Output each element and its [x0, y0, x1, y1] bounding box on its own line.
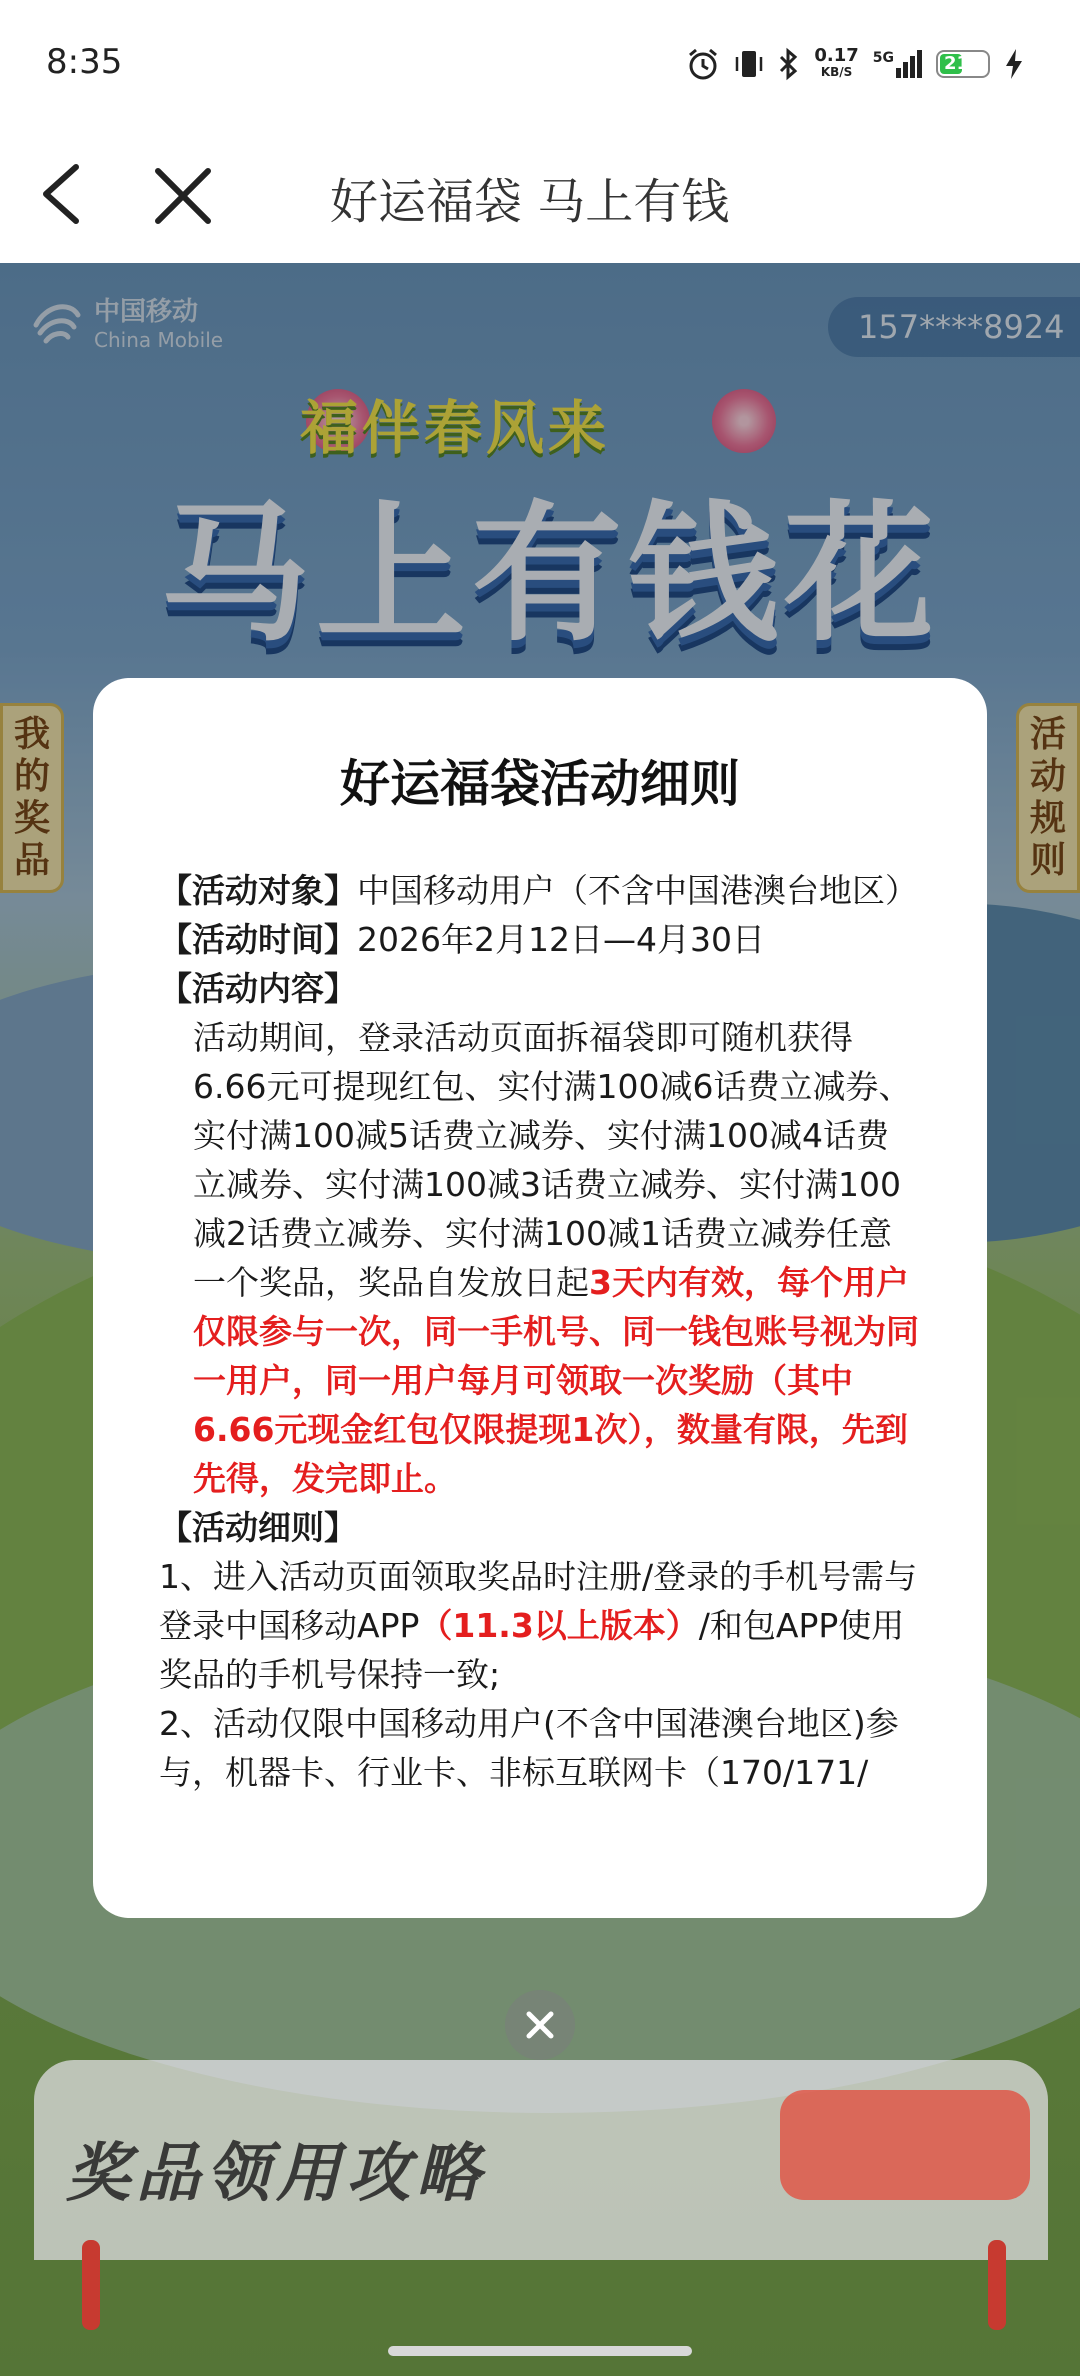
- content-label: 【活动内容】: [159, 969, 357, 1008]
- modal-close-button[interactable]: [505, 1990, 575, 2060]
- status-bar: [0, 0, 1080, 125]
- brand-en: China Mobile: [94, 328, 224, 352]
- banner-title: 马上有钱花: [160, 488, 941, 662]
- battery-icon: [936, 50, 990, 78]
- net-speed-unit: KB/S: [820, 65, 853, 79]
- rules-label: 【活动细则】: [159, 1508, 357, 1547]
- my-prizes-tab[interactable]: 我的奖品: [0, 703, 64, 893]
- vibrate-icon: [734, 47, 764, 81]
- rules-modal: [93, 678, 987, 1918]
- time-label: 【活动时间】: [159, 920, 357, 959]
- rule-1-text-end: /和包APP使用奖品的手机号保持一致;: [159, 1606, 905, 1694]
- alarm-icon: [686, 47, 720, 81]
- page-title: 好运福袋 马上有钱: [330, 174, 730, 230]
- battery-level: 21: [944, 53, 970, 74]
- target-text: 中国移动用户（不含中国港澳台地区）: [357, 871, 918, 910]
- guide-badge: [780, 2090, 1030, 2200]
- net-speed-value: 0.17: [814, 45, 859, 66]
- close-icon: [505, 1990, 575, 2060]
- signal-icon: [873, 50, 922, 78]
- status-icons: [686, 44, 1024, 84]
- rule-1-text: 1、进入活动页面领取奖品时注册/登录的手机号需与登录中国移动APP: [159, 1557, 918, 1645]
- activity-rules-tab[interactable]: 活动规则: [1016, 703, 1080, 893]
- brand-cn: 中国移动: [94, 297, 199, 327]
- status-time: 8:35: [46, 42, 123, 82]
- rule-1-highlight: （11.3以上版本）: [419, 1606, 699, 1645]
- content-text: 活动期间，登录活动页面拆福袋即可随机获得6.66元可提现红包、实付满100减6话费立减券、实付满100减5话费立减券、实付满100减4话费立减券、实付满100减3话费立减券、实付满100减2话费立减券、实付满100减1话费立减券任意一个奖品，奖品自发放日起: [193, 1018, 912, 1302]
- user-phone-badge: 157****8924: [828, 297, 1080, 357]
- banner-subtitle: 福伴春风来: [300, 394, 611, 462]
- prize-guide-title: 奖品领用攻略: [66, 2137, 486, 2211]
- content-highlight: 3天内有效，每个用户仅限参与一次，同一手机号、同一钱包账号视为同一用户，同一用户每月可领取一次奖励（其中6.66元现金红包仅限提现1次），数量有限，先到先得，发完即止。: [193, 1263, 919, 1498]
- title-bar: [0, 125, 1080, 263]
- back-icon[interactable]: [36, 161, 92, 227]
- modal-content[interactable]: [159, 866, 919, 1918]
- bluetooth-icon: [778, 47, 800, 81]
- decor-post: [82, 2240, 100, 2330]
- charging-icon: [1004, 47, 1024, 81]
- modal-title: 好运福袋活动细则: [340, 755, 740, 813]
- home-indicator[interactable]: [388, 2346, 692, 2356]
- decor-post: [988, 2240, 1006, 2330]
- time-text: 2026年2月12日—4月30日: [357, 920, 765, 959]
- rule-2-text: 2、活动仅限中国移动用户(不含中国港澳台地区)参与，机器卡、行业卡、非标互联网卡（170/171/: [159, 1704, 899, 1792]
- network-type: 5G: [872, 50, 894, 66]
- network-speed: [814, 45, 859, 80]
- target-label: 【活动对象】: [159, 871, 357, 910]
- close-icon[interactable]: [150, 163, 216, 229]
